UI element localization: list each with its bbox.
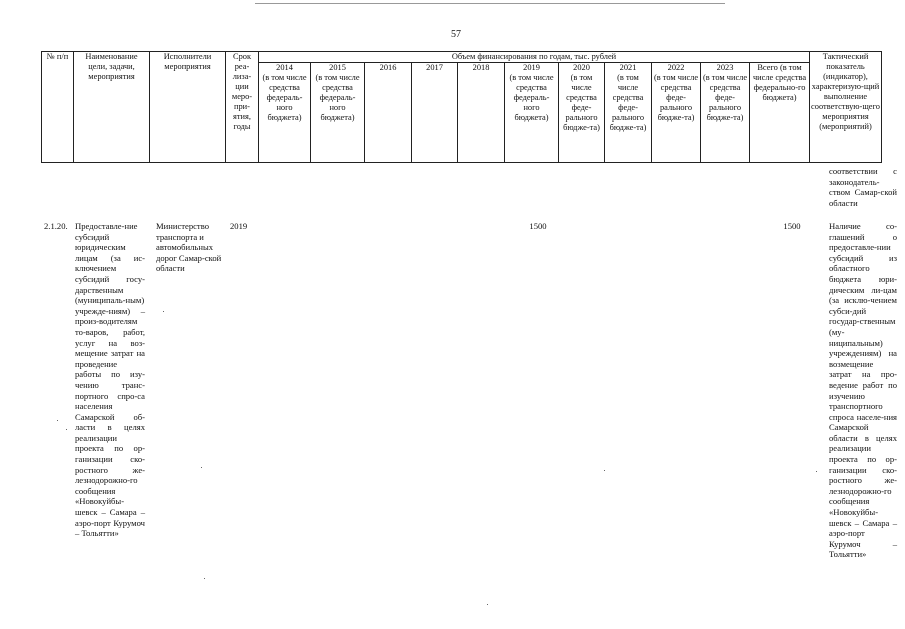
- indicator-continuation: соответствии с законодатель-ством Самар-ской области: [829, 166, 897, 208]
- row-indicator: Наличие со-глашений о предоставле-нии субсидий из областного бюджета юри-дическим ли-цам (за исклю-чением субси-дий государ-ственным (му-ниципальным) учреждениям) на возмещение затрат на про-ведение работ по изучению транспортного спроса населе-ния Самарской области в целях реализации проекта по ор-ганизации ско-ростного же-лезнодорожно-го сообщения «Новокуйбы-шевск – Самара – аэро-порт Курумоч – Тольятти»: [829, 221, 897, 560]
- header-cell-text: 2020: [573, 63, 590, 72]
- header-year-2017: [412, 63, 458, 163]
- header-cell-text: (в том числе средства федераль-ного бюджета): [262, 73, 307, 122]
- header-year-2022: [652, 63, 701, 163]
- scan-speck: [604, 470, 605, 471]
- header-year-2015: [311, 63, 365, 163]
- scan-edge-line: [255, 3, 725, 4]
- scan-speck: [201, 467, 202, 468]
- row-total: 1500: [783, 221, 801, 231]
- header-executors: Исполнители мероприятия: [150, 52, 226, 163]
- header-cell-text: 2019: [523, 63, 540, 72]
- header-num: № п/п: [42, 52, 74, 163]
- header-cell-text: 2015: [329, 63, 346, 72]
- header-indicator: Тактический показатель (индикатор), характеризую-щий выполнение соответствую-щего мероприятия (мероприятий): [810, 52, 882, 163]
- header-cell-text: 2018: [472, 63, 490, 72]
- row-value-2019: 1500: [529, 221, 547, 231]
- header-year-2023: [701, 63, 750, 163]
- header-cell-text: 2014: [276, 63, 293, 72]
- header-year-2019: [505, 63, 559, 163]
- header-cell-text: (в том числе средства феде-рального бюдже-та): [609, 73, 647, 132]
- row-term: 2019: [230, 221, 248, 231]
- header-financing-title: Объем финансирования по годам, тыс. рублей: [259, 52, 810, 63]
- header-year-2021: [605, 63, 652, 163]
- scan-speck: [816, 471, 817, 472]
- row-activity-name: Предоставле-ние субсидий юридическим лицам (за ис-ключением субсидий госу-дарственным (муниципаль-ным) учрежде-ниям) – произ-водителям то-варов, работ, услуг на воз-мещение затрат на проведение работы по изу-чению транс-портного спро-са населения Самарской об-ласти в целях реализации проекта по ор-ганизации ско-ростного же-лезнодорожно-го сообщения «Новокуйбы-шевск – Самара – аэро-порт Курумоч – Тольятти»: [75, 221, 145, 539]
- financing-table-header: [41, 51, 882, 163]
- scan-speck: [57, 420, 58, 421]
- scan-speck: [66, 429, 67, 430]
- header-cell-text: 2017: [426, 63, 443, 72]
- scan-speck: [487, 604, 488, 605]
- header-total: Всего (в том числе средства федерально-го бюджета): [750, 63, 810, 163]
- header-cell-text: (в том числе средства федераль-ного бюджета): [509, 73, 554, 122]
- header-year-2014: [259, 63, 311, 163]
- row-executor: Министерство транспорта и автомобильных дорог Самар-ской области: [156, 221, 222, 274]
- header-cell-text: (в том числе средства федераль-ного бюджета): [315, 73, 360, 122]
- scan-speck: [163, 311, 164, 312]
- header-cell-text: (в том числе средства феде-рального бюдже-та): [653, 73, 699, 122]
- header-cell-text: 2023: [716, 63, 734, 72]
- page-number: 57: [451, 29, 461, 40]
- header-year-2020: [559, 63, 605, 163]
- header-name: Наименование цели, задачи, мероприятия: [74, 52, 150, 163]
- header-cell-text: (в том числе средства феде-рального бюдже-та): [563, 73, 600, 132]
- header-cell-text: (в том числе средства феде-рального бюдже-та): [702, 73, 748, 122]
- row-number: 2.1.20.: [44, 221, 68, 231]
- header-year-2018: [458, 63, 505, 163]
- header-year-2016: [365, 63, 412, 163]
- scan-speck: [204, 578, 205, 579]
- header-cell-text: 2016: [379, 63, 397, 72]
- header-cell-text: 2021: [619, 63, 637, 72]
- header-cell-text: 2022: [667, 63, 685, 72]
- header-term: Срок реа-лиза-ции меро-при-ятия, годы: [226, 52, 259, 163]
